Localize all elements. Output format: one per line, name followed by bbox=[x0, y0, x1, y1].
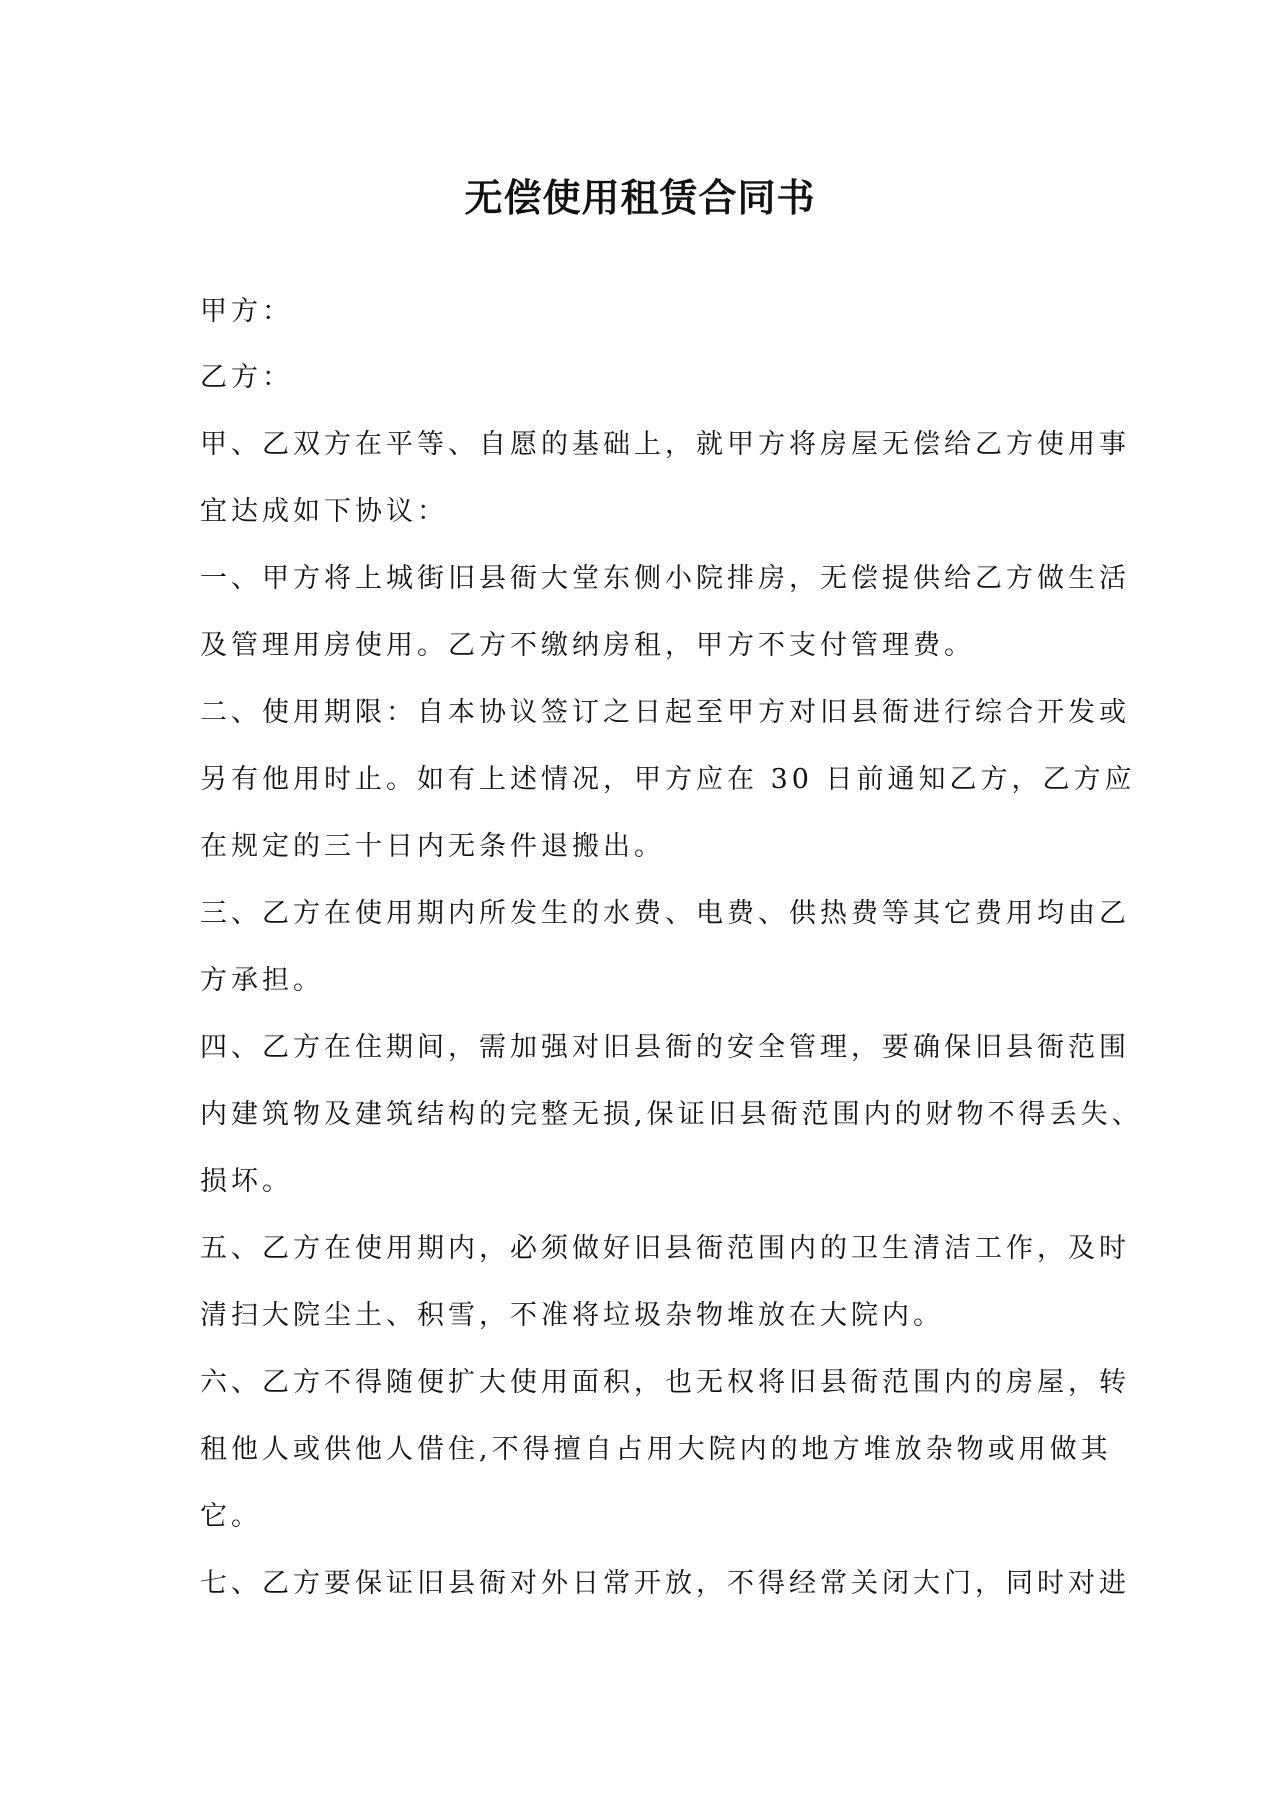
clause-6-line-3: 它。 bbox=[200, 1501, 262, 1532]
party-b-line: 乙方： bbox=[200, 362, 293, 393]
clause-6-line-2: 租他人或供他人借住,不得擅自占用大院内的地方堆放杂物或用做其 bbox=[200, 1434, 1112, 1465]
clause-1-line-1: 一、甲方将上城街旧县衙大堂东侧小院排房，无偿提供给乙方做生活 bbox=[200, 563, 1130, 594]
preamble-line-1: 甲、乙双方在平等、自愿的基础上，就甲方将房屋无偿给乙方使用事 bbox=[200, 429, 1130, 460]
clause-2-line-3: 在规定的三十日内无条件退搬出。 bbox=[200, 831, 665, 862]
clause-2-line-1: 二、使用期限：自本协议签订之日起至甲方对旧县衙进行综合开发或 bbox=[200, 697, 1130, 728]
clause-4-line-3: 损坏。 bbox=[200, 1166, 293, 1197]
party-a-line: 甲方： bbox=[200, 296, 293, 327]
clause-3-line-2: 方承担。 bbox=[200, 965, 324, 996]
clause-3-line-1: 三、乙方在使用期内所发生的水费、电费、供热费等其它费用均由乙 bbox=[200, 898, 1130, 929]
document-title: 无偿使用租赁合同书 bbox=[464, 175, 816, 220]
clause-5-line-2: 清扫大院尘土、积雪，不准将垃圾杂物堆放在大院内。 bbox=[200, 1300, 944, 1331]
preamble-line-2: 宜达成如下协议： bbox=[200, 496, 448, 527]
clause-4-line-1: 四、乙方在住期间，需加强对旧县衙的安全管理，要确保旧县衙范围 bbox=[200, 1032, 1130, 1063]
clause-5-line-1: 五、乙方在使用期内，必须做好旧县衙范围内的卫生清洁工作，及时 bbox=[200, 1233, 1130, 1264]
clause-2-line-2: 另有他用时止。如有上述情况，甲方应在 30 日前通知乙方，乙方应 bbox=[200, 764, 1136, 795]
clause-4-line-2: 内建筑物及建筑结构的完整无损,保证旧县衙范围内的财物不得丢失、 bbox=[200, 1099, 1143, 1130]
clause-6-line-1: 六、乙方不得随便扩大使用面积，也无权将旧县衙范围内的房屋，转 bbox=[200, 1367, 1130, 1398]
clause-7-line-1: 七、乙方要保证旧县衙对外日常开放，不得经常关闭大门，同时对进 bbox=[200, 1568, 1130, 1599]
clause-1-line-2: 及管理用房使用。乙方不缴纳房租，甲方不支付管理费。 bbox=[200, 630, 975, 661]
